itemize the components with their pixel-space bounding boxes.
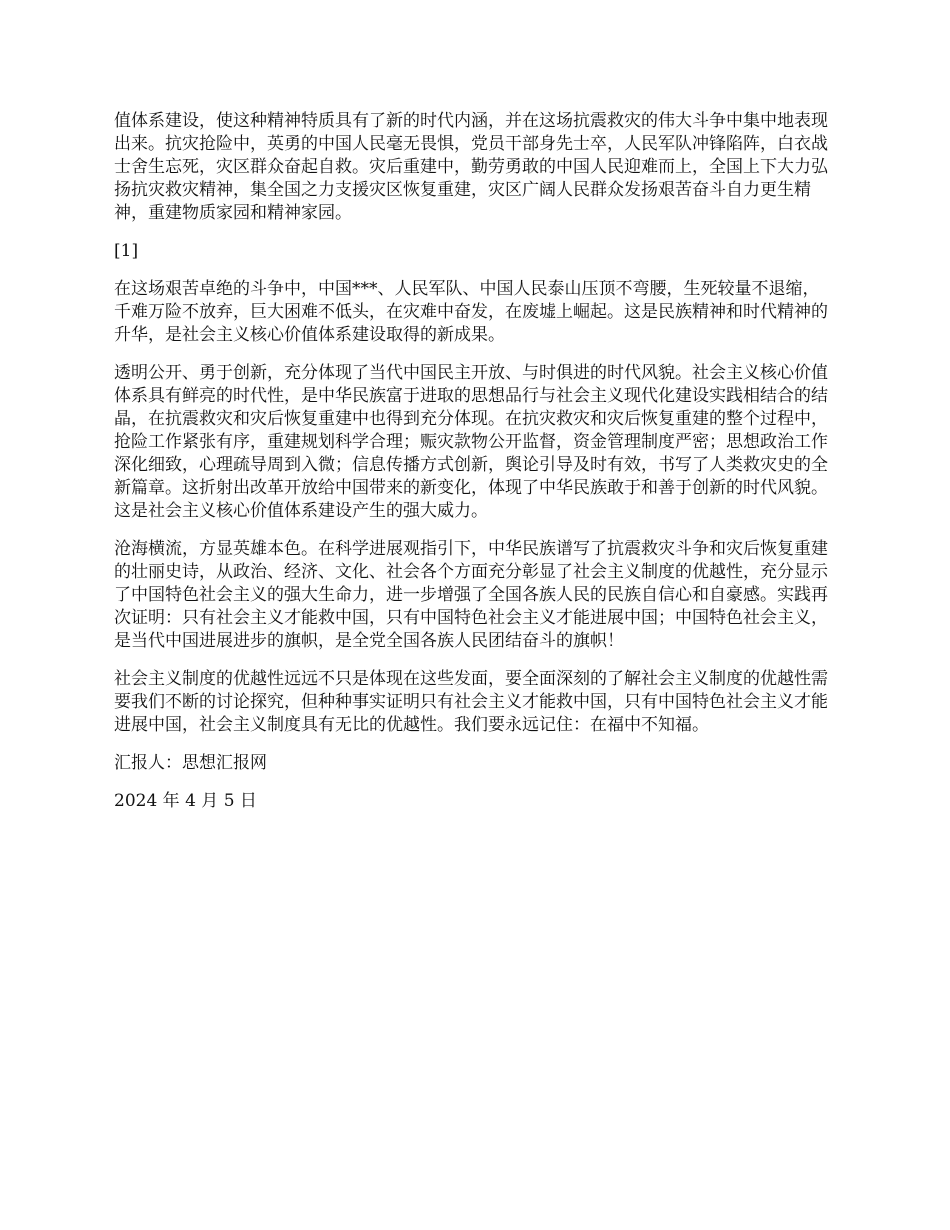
paragraph-struggle: 在这场艰苦卓绝的斗争中，中国***、人民军队、中国人民泰山压顶不弯腰，生死较量不退缩，千难万险不放弃，巨大困难不低头，在灾难中奋发，在废墟上崛起。这是民族精神和时代精神的升华，是社会主义核心价值体系建设取得的新成果。 [114,279,828,345]
paragraph-conclusion: 社会主义制度的优越性远远不只是体现在这些发面，要全面深刻的了解社会主义制度的优越性需要我们不断的讨论探究，但种种事实证明只有社会主义才能救中国，只有中国特色社会主义才能进展中国，社会主义制度具有无比的优越性。我们要永远记住：在福中不知福。 [114,669,828,735]
reporter-line: 汇报人：思想汇报网 [114,753,267,773]
date-line: 2024 年 4 月 5 日 [114,791,257,811]
paragraph-core-values-spirit: 值体系建设，使这种精神特质具有了新的时代内涵，并在这场抗震救灾的伟大斗争中集中地表现出来。抗灾抢险中，英勇的中国人民毫无畏惧，党员干部身先士卒，人民军队冲锋陷阵，白衣战士舍生忘死，灾区群众奋起自救。灾后重建中，勤劳勇敢的中国人民迎难而上，全国上下大力弘扬抗灾救灾精神，集全国之力支援灾区恢复重建，灾区广阔人民群众发扬艰苦奋斗自力更生精神，重建物质家园和精神家园。 [114,111,828,223]
paragraph-socialism-superiority: 沧海横流，方显英雄本色。在科学进展观指引下，中华民族谱写了抗震救灾斗争和灾后恢复重建的壮丽史诗，从政治、经济、文化、社会各个方面充分彰显了社会主义制度的优越性，充分显示了中国特色社会主义的强大生命力，进一步增强了全国各族人民的民族自信心和自豪感。实践再次证明：只有社会主义才能救中国，只有中国特色社会主义才能进展中国；中国特色社会主义，是当代中国进展进步的旗帜，是全党全国各族人民团结奋斗的旗帜！ [114,539,828,651]
reference-marker: [1] [114,241,139,261]
paragraph-transparency-innovation: 透明公开、勇于创新，充分体现了当代中国民主开放、与时俱进的时代风貌。社会主义核心价值体系具有鲜亮的时代性，是中华民族富于进取的思想品行与社会主义现代化建设实践相结合的结晶，在抗震救灾和灾后恢复重建中也得到充分体现。在抗灾救灾和灾后恢复重建的整个过程中，抢险工作紧张有序，重建规划科学合理；赈灾款物公开监督，资金管理制度严密；思想政治工作深化细致，心理疏导周到入微；信息传播方式创新，舆论引导及时有效，书写了人类救灾史的全新篇章。这折射出改革开放给中国带来的新变化，体现了中华民族敢于和善于创新的时代风貌。这是社会主义核心价值体系建设产生的强大威力。 [114,363,828,521]
